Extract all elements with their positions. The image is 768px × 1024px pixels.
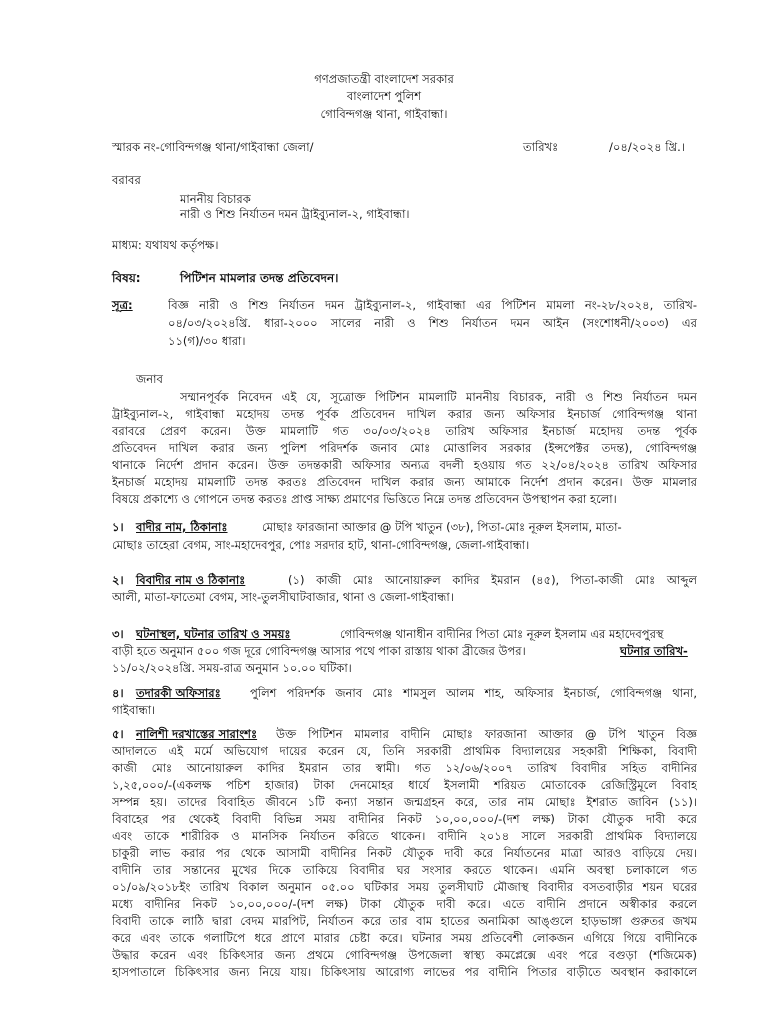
- via-line: মাধ্যম: যথাযথ কর্তৃপক্ষ।: [112, 238, 219, 252]
- complainant-line: মোছাঃ ফারজানা আক্তার @ টপি খাতুন (৩৮), পিতা-মোঃ নূরুল ইসলাম, মাতা-: [262, 520, 622, 534]
- item-number: ১।: [112, 520, 124, 534]
- intro-line: বরাবরে প্রেরণ করেন। উক্ত মামলাটি গত ৩০/০৩/২০২৪ তারিখ অফিসার ইনচার্জ মহোদয় তদন্ত পূর্বক: [112, 424, 697, 438]
- complaint-line: উদ্ধার করেন এবং চিকিৎসার জন্য প্রথমে গোবিন্দগঞ্জ উপজেলা স্বাস্থ্য কমপ্লেক্সে এবং পরে বগুড়া (শজিমেক): [112, 948, 697, 962]
- source-label: সূত্র:: [112, 298, 133, 312]
- station-title: গোবিন্দগঞ্জ থানা, গাইবান্ধা।: [320, 107, 448, 121]
- intro-line: ট্রাইব্যুনাল-২, গাইবান্ধা মহোদয় তদন্ত পূর্বক প্রতিবেদন দাখিল করার জন্য অফিসার ইনচার্জ গোবিন্দগঞ্জ থানা: [112, 407, 697, 421]
- intro-line: বিষয়ে প্রকাশ্যে ও গোপনে তদন্ত করতঃ প্রাপ্ত সাক্ষ্য প্রমাণের ভিত্তিতে নিম্নে তদন্ত প্রতিবেদন উপস্থাপন করা হলো।: [112, 492, 617, 506]
- source-line: ০৪/০৩/২০২৪খ্রি. ধারা-২০০০ সালের নারী ও শিশু নির্যাতন দমন আইন (সংশোধনী/২০০৩) এর: [168, 316, 697, 330]
- complaint-summary-label: নালিশী দরখাস্তের সারাংশঃ: [136, 727, 258, 741]
- recipient-title: মাননীয় বিচারক: [180, 192, 251, 206]
- complaint-line: বিবাদী তাকে লাঠি দ্বারা বেদম মারপিট, নির্যাতন করে তার বাম হাতের অনামিকা আঙ্গুলে হাড়ভাঙ্গা গুরুতর জখম: [112, 914, 697, 928]
- recipient-to: বরাবর: [112, 173, 141, 187]
- intro-line: প্রতিবেদন দাখিল করার জন্য পুলিশ পরিদর্শক জনাব মোঃ মোত্তালিব সরকার (ইন্সপেক্টর তদন্ত), গোবিন্দগঞ্জ: [112, 441, 697, 455]
- item-number: ৩।: [112, 627, 124, 641]
- supervisor-line: পুলিশ পরিদর্শক জনাব মোঃ শামসুল আলম শাহ, অফিসার ইনচার্জ, গোবিন্দগঞ্জ থানা,: [250, 686, 697, 700]
- accused-line: (১) কাজী মোঃ আনোয়ারুল কাদির ইমরান (৪৫), পিতা-কাজী মোঃ আব্দুল: [288, 573, 697, 587]
- complaint-line: কাজী মোঃ আনোয়ারুল কাদির ইমরান তার স্বামী। গত ১২/০৬/২০০৭ তারিখ বিবাদীর সহিত বাদীনির: [112, 761, 697, 775]
- accused-label: বিবাদীর নাম ও ঠিকানাঃ: [136, 573, 246, 587]
- incident-line: ১১/০২/২০২৪খ্রি. সময়-রাত্র অনুমান ১০.০০ ঘটিকা।: [112, 661, 352, 675]
- item-number: ২।: [112, 573, 124, 587]
- incident-line: বাড়ী হতে অনুমান ৫০০ গজ দূরে গোবিন্দগঞ্জ আসার পথে পাকা রাস্তায় থাকা ব্রীজের উপর।: [112, 644, 526, 658]
- accused-line: আলী, মাতা-ফাতেমা বেগম, সাং-তুলসীঘাটবাজার, থানা ও জেলা-গাইবান্ধা।: [112, 590, 454, 604]
- complaint-line: ০১/০৯/২০১৮ইং তারিখ বিকাল অনুমান ০৫.০০ ঘটিকার সময় তুলসীঘাট মৌজাস্থ বিবাদীর বসতবাড়ীর শয়ন ঘরের: [112, 880, 697, 894]
- item-number: ৪।: [112, 686, 124, 700]
- subject-label: বিষয়:: [112, 271, 141, 285]
- source-line: বিজ্ঞ নারী ও শিশু নির্যাতন দমন ট্রাইব্যুনাল-২, গাইবান্ধা এর পিটিশন মামলা নং-২৮/২০২৪, তারিখ-: [168, 298, 697, 312]
- subject-text: পিটিশন মামলার তদন্ত প্রতিবেদন।: [180, 271, 339, 285]
- intro-line: থানাকে নির্দেশ প্রদান করেন। উক্ত তদন্তকারী অফিসার অন্যত্র বদলী হওয়ায় গত ২২/০৪/২০২৪ তারিখ অফিসার: [112, 458, 697, 472]
- incident-line: গোবিন্দগঞ্জ থানাধীন বাদীনির পিতা মোঃ নূরুল ইসলাম এর মহাদেবপুরস্থ: [340, 627, 664, 641]
- complaint-line: হাসপাতালে চিকিৎসার জন্য নিয়ে যায়। চিকিৎসায় আরোগ্য লাভের পর বাদীনি পিতার বাড়ীতে অবস্থান করাকালে: [112, 965, 697, 979]
- date-label: তারিখঃ: [523, 140, 559, 154]
- memo-number: স্মারক নং-গোবিন্দগঞ্জ থানা/গাইবান্ধা জেলা/: [112, 140, 314, 154]
- complaint-line: এবং তাকে শারীরিক ও মানসিক নির্যাতন করিতে থাকেন। বাদীনি ২০১৪ সালে সরকারী প্রাথমিক বিদ্যালয়ে: [112, 829, 697, 843]
- supervisor-line: গাইবান্ধা।: [112, 703, 156, 717]
- complaint-line: করে এবং তাকে গলাটিপে ধরে প্রাণে মারার চেষ্টা করে। ঘটনার সময় প্রতিবেশী লোকজন এগিয়ে গিয়ে বাদীনিকে: [112, 931, 697, 945]
- complaint-line: বিবাহের পর থেকেই বিবাদী বিভিন্ন সময় বাদীনির নিকট ১০,০০,০০০/-(দশ লক্ষ) টাকা যৌতুক দাবী করে: [112, 812, 697, 826]
- incident-label: ঘটনাস্থল, ঘটনার তারিখ ও সময়ঃ: [136, 627, 291, 641]
- date-value: /০৪/২০২৪ খ্রি.।: [609, 140, 685, 154]
- item-number: ৫।: [112, 727, 124, 741]
- complaint-line: চাকুরী লাভ করার পর থেকে আসামী বাদীনির নিকট যৌতুক দাবী করে নির্যাতনের মাত্রা আরও বাড়িয়ে দেয়।: [112, 846, 697, 860]
- supervisor-label: তদারকী অফিসারঃ: [136, 686, 221, 700]
- complaint-line: ১,২৫,০০০/-(একলক্ষ পচিশ হাজার) টাকা দেনমোহর ধার্যে ইসলামী শরিয়ত মোতাবেক রেজিস্ট্রিমূলে বিবাহ: [112, 778, 697, 792]
- source-line: ১১(গ)/৩০ ধারা।: [168, 334, 246, 348]
- complaint-line: মধ্যে বাদীনির নিকট ১০,০০,০০০/-(দশ লক্ষ) টাকা যৌতুক দাবী করে। এতে বাদীনি প্রদানে অস্বীকার করলে: [112, 897, 697, 911]
- police-title: বাংলাদেশ পুলিশ: [346, 89, 422, 103]
- complaint-line: উক্ত পিটিশন মামলার বাদীনি মোছাঃ ফারজানা আক্তার @ টপি খাতুন বিজ্ঞ: [276, 727, 697, 741]
- complainant-line: মোছাঃ তাহেরা বেগম, সাং-মহাদেবপুর, পোঃ সরদার হাট, থানা-গোবিন্দগঞ্জ, জেলা-গাইবান্ধা।: [112, 538, 530, 552]
- complainant-label: বাদীর নাম, ঠিকানাঃ: [136, 520, 228, 534]
- complaint-line: সম্পন্ন হয়। তাদের বিবাহিত জীবনে ১টি কন্যা সন্তান জন্মগ্রহন করে, তার নাম মোছাঃ ইশরাত জাবিন (১১)।: [112, 795, 697, 809]
- complaint-line: আদালতে এই মর্মে অভিযোগ দায়ের করেন যে, তিনি সরকারী প্রাথমিক বিদ্যালয়ের সহকারী শিক্ষিকা, বিবাদী: [112, 744, 697, 758]
- incident-date-label: ঘটনার তারিখ-: [620, 644, 688, 658]
- recipient-court: নারী ও শিশু নির্যাতন দমন ট্রাইব্যুনাল-২, গাইবান্ধা।: [180, 207, 410, 221]
- complaint-line: বাদীনি তার সন্তানের মুখের দিকে তাকিয়ে বিবাদীর ঘর সংসার করতে থাকেন। এমনি অবস্থা চলাকালে গত: [112, 863, 697, 877]
- salutation: জনাব: [136, 372, 163, 386]
- intro-line: ইনচার্জ মহোদয় মামলাটি তদন্ত করতঃ প্রতিবেদন দাখিল করার জন্য আমাকে নির্দেশ প্রদান করেন। উক্ত মামলার: [112, 475, 697, 489]
- intro-line: সম্মানপূর্বক নিবেদন এই যে, সূত্রোক্ত পিটিশন মামলাটি মাননীয় বিচারক, নারী ও শিশু নির্যাতন দমন: [180, 390, 697, 404]
- govt-title: গণপ্রজাতন্ত্রী বাংলাদেশ সরকার: [314, 72, 454, 86]
